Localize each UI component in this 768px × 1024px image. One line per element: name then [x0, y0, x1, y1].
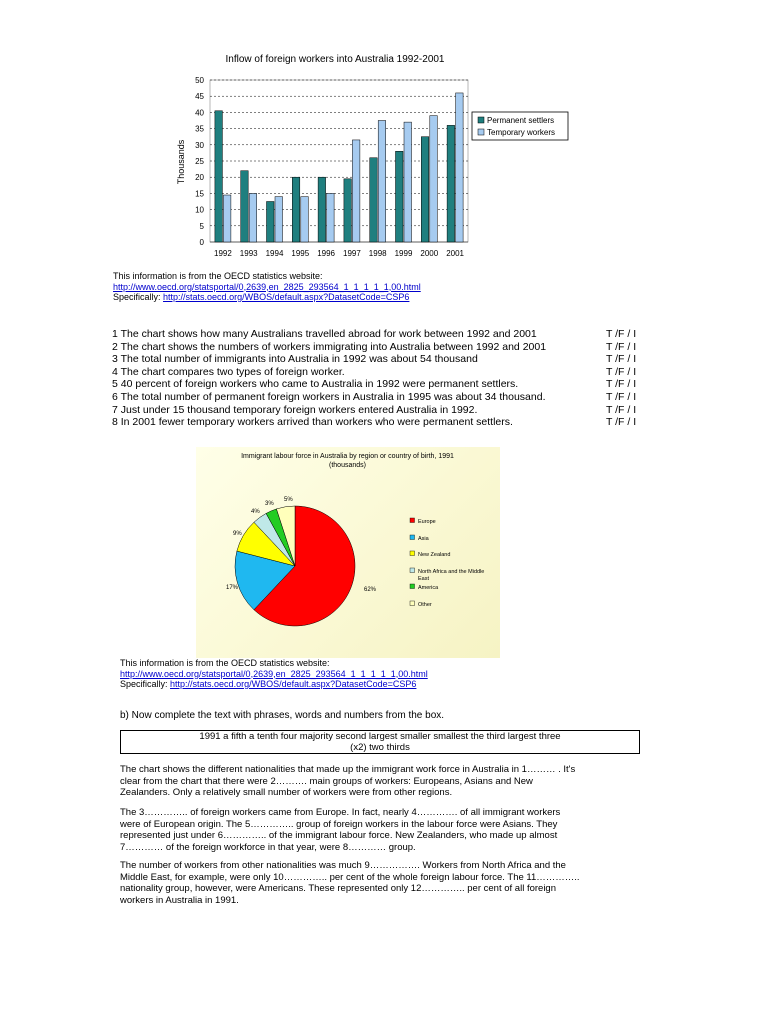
section-b-heading: b) Now complete the text with phrases, words and numbers from the box. [120, 710, 445, 721]
answer-options: T /F / I [606, 416, 637, 429]
legend-swatch-north-africa [410, 568, 415, 573]
answer-options: T /F / I [606, 353, 637, 366]
word-box-line-1: 1991 a fifth a tenth four majority second largest smaller smallest the third largest three [199, 731, 561, 742]
pie-label-america: 3% [265, 501, 274, 507]
legend-swatch-other [410, 601, 415, 606]
x-tick-label: 1992 [214, 249, 232, 258]
pie-chart [196, 447, 500, 658]
question-row [112, 328, 652, 341]
question-row [112, 366, 652, 379]
question-text: 6 The total number of permanent foreign workers in Australia in 1995 was about 34 thousand. [112, 390, 546, 403]
legend-label-north-africa [418, 569, 484, 582]
paragraph-2: The 3………….. of foreign workers came from Europe. In fact, nearly 4…………. of all immigrant workers were of European origin. The 5………….. group of foreign workers in the labour force were Asians. They represented just under 6………….. of the immigrant labour force. New Zealanders, who made up almost 7………… of the foreign workforce in that year, were 8………… group. [120, 807, 561, 853]
bar-permanent-2001 [447, 125, 455, 242]
question-text: 1 The chart shows how many Australians travelled abroad for work between 1992 and 2001 [112, 328, 537, 340]
pie-label-new-zealand: 9% [233, 531, 242, 537]
bar-permanent-1993 [241, 171, 249, 242]
specifically-label: Specifically: [113, 292, 164, 302]
pie-chart-title: Immigrant labour force in Australia by region or country of birth, 1991 (thousands) [241, 453, 454, 469]
pie-label-north-africa: 4% [251, 509, 260, 515]
bar-permanent-1997 [344, 179, 352, 242]
question-text: 3 The total number of immigrants into Australia in 1992 was about 54 thousand [112, 353, 478, 366]
answer-options: T /F / I [606, 328, 637, 340]
bar-temporary-2001 [456, 93, 464, 242]
question-row [112, 341, 652, 354]
bar-temporary-2000 [430, 116, 438, 242]
bar-chart-title: Inflow of foreign workers into Australia 1992-2001 [225, 54, 445, 65]
source-text: This information is from the OECD statistics website: [120, 658, 330, 668]
y-tick-label: 0 [199, 238, 204, 247]
x-tick-label: 1999 [394, 249, 413, 258]
x-tick-label: 1995 [291, 249, 310, 258]
y-tick-label: 20 [195, 173, 204, 183]
answer-options: T /F / I [606, 365, 637, 378]
bar-temporary-1992 [223, 195, 231, 242]
x-tick-label: 1994 [265, 249, 284, 258]
legend-swatch-permanent [478, 117, 484, 123]
pie-label-europe: 62% [364, 587, 377, 593]
y-tick-label: 30 [195, 140, 204, 150]
word-box-line-2: (x2) two thirds [350, 742, 410, 753]
question-text: 5 40 percent of foreign workers who came to Australia in 1992 were permanent settlers. [112, 378, 519, 391]
x-tick-label: 2000 [420, 249, 439, 258]
y-tick-label: 50 [195, 76, 204, 85]
x-tick-label: 1996 [317, 249, 335, 258]
question-row [112, 416, 652, 429]
legend-swatch-new-zealand [410, 551, 415, 556]
question-row [112, 404, 652, 417]
bar-chart [170, 66, 580, 266]
question-text: 2 The chart shows the numbers of workers immigrating into Australia between 1992 and 2001 [112, 340, 547, 353]
y-tick-label: 5 [199, 221, 204, 231]
question-row [112, 353, 652, 366]
bar-chart-ylabel: Thousands [176, 139, 186, 185]
bar-permanent-2000 [421, 137, 429, 242]
bar-temporary-1999 [404, 122, 412, 242]
answer-options: T /F / I [606, 340, 637, 353]
question-row [112, 378, 652, 391]
x-tick-label: 1993 [239, 249, 258, 258]
x-tick-label: 1997 [343, 249, 361, 258]
answer-options: T /F / I [606, 403, 637, 416]
legend-label-asia: Asia [418, 536, 429, 542]
y-tick-label: 45 [195, 92, 204, 102]
pie-label-asia: 17% [226, 585, 239, 591]
legend-label-america: America [418, 585, 439, 591]
legend-swatch-temporary [478, 129, 484, 135]
bar-temporary-1994 [275, 197, 283, 242]
legend-label-north-africa-line2: East [418, 576, 430, 582]
bar-permanent-1999 [396, 151, 404, 242]
x-tick-label: 1998 [368, 249, 387, 258]
question-text: 7 Just under 15 thousand temporary foreign workers entered Australia in 1992. [112, 403, 478, 416]
paragraph-1: The chart shows the different nationalities that made up the immigrant work force in Australia in 1……… . It's clear from the chart that there were 2………. main groups of workers: Europeans, Asians and New Zealanders. Only a relatively small number of workers were from other regions. [120, 764, 576, 799]
y-tick-label: 25 [195, 157, 204, 166]
bar-temporary-1997 [352, 140, 360, 242]
y-tick-label: 10 [195, 205, 204, 215]
bar-permanent-1992 [215, 111, 223, 242]
paragraph-3: The number of workers from other nationalities was much 9……………. Workers from North Africa and the Middle East, for example, were only 10………….. per cent of the whole foreign labour force. The 11………….. nationality group, however, were Americans. These represented only 12………….. per cent of all foreign workers in Australia in 1991. [120, 860, 580, 906]
bar-permanent-1998 [370, 158, 378, 242]
word-box [120, 730, 640, 754]
bar-permanent-1994 [267, 202, 275, 243]
question-text: 8 In 2001 fewer temporary workers arrived than workers who were permanent settlers. [112, 416, 513, 429]
dataset-link[interactable]: http://stats.oecd.org/WBOS/default.aspx?DatasetCode=CSP6 [163, 292, 410, 302]
legend-label-other: Other [418, 602, 432, 608]
y-tick-label: 35 [195, 124, 204, 134]
true-false-questions [112, 328, 652, 429]
pie-chart-legend [410, 518, 484, 608]
answer-options: T /F / I [606, 390, 637, 403]
bar-permanent-1995 [292, 177, 300, 242]
legend-swatch-asia [410, 535, 415, 540]
legend-swatch-america [410, 584, 415, 589]
source-block-2 [120, 658, 428, 690]
source-text: This information is from the OECD statistics website: [113, 271, 323, 281]
legend-label-europe: Europe [418, 519, 436, 525]
source-block-1 [113, 271, 421, 303]
x-tick-label: 2001 [446, 249, 464, 258]
bar-temporary-1996 [327, 193, 335, 242]
bar-chart-legend [472, 112, 568, 140]
answer-options: T /F / I [606, 378, 637, 391]
legend-label-north-africa-line1: North Africa and the Middle [418, 569, 485, 575]
bar-permanent-1996 [318, 177, 326, 242]
oecd-link[interactable]: http://www.oecd.org/statsportal/0,2639,en_2825_293564_1_1_1_1_1,00.html [113, 281, 421, 292]
question-text: 4 The chart compares two types of foreign worker. [112, 365, 345, 378]
specifically-label: Specifically: [120, 679, 171, 689]
question-row [112, 391, 652, 404]
legend-swatch-europe [410, 518, 415, 523]
legend-label-permanent: Permanent settlers [487, 116, 555, 125]
pie-label-other: 5% [284, 497, 293, 503]
dataset-link[interactable]: http://stats.oecd.org/WBOS/default.aspx?DatasetCode=CSP6 [170, 679, 417, 689]
bar-temporary-1998 [378, 121, 386, 243]
bar-temporary-1993 [249, 193, 257, 242]
legend-label-temporary: Temporary workers [487, 128, 556, 137]
bar-temporary-1995 [301, 197, 309, 242]
legend-label-new-zealand: New Zealand [418, 552, 451, 558]
y-tick-label: 15 [195, 189, 204, 199]
oecd-link[interactable]: http://www.oecd.org/statsportal/0,2639,en_2825_293564_1_1_1_1_1,00.html [120, 668, 428, 679]
y-tick-label: 40 [195, 108, 204, 118]
